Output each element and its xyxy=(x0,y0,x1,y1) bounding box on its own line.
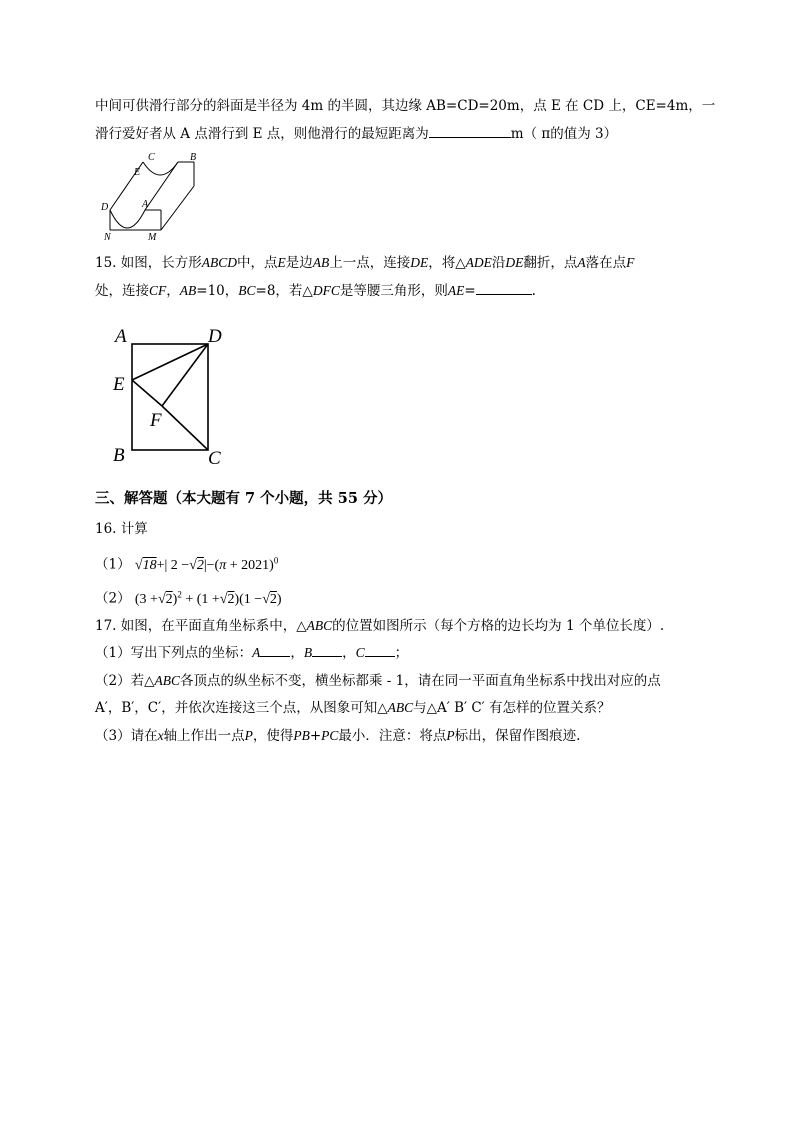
q17-p1-b: B xyxy=(303,645,313,660)
q15-line1 xyxy=(95,254,634,272)
q17-part2-line1 xyxy=(95,672,661,690)
q14-line2 xyxy=(95,125,617,143)
q17-p3-x: x xyxy=(157,728,164,743)
q17-p3-post: 标出，保留作图痕迹. xyxy=(454,728,581,744)
q17-part2-line2 xyxy=(95,699,611,717)
q16-p2-sqrt2b: 2 xyxy=(227,591,235,607)
q16-p1-tail2: + 2021) xyxy=(226,557,274,573)
q14-line2-pre: 滑行爱好者从 A 点滑行到 E 点，则他滑行的最短距离为 xyxy=(95,126,429,142)
q16-p2-sqrt2a: 2 xyxy=(165,591,173,607)
label-e: E xyxy=(134,167,141,178)
q15-t4: 上一点，连接 xyxy=(329,255,411,271)
q15-e: E xyxy=(277,255,286,270)
q17-p3-p2: P xyxy=(446,728,455,743)
q14-halfpipe-figure xyxy=(96,148,216,243)
q15-t2: 中，点 xyxy=(237,255,278,271)
q17-p2-l2-post: 与△A′ B′ C′ 有怎样的位置关系？ xyxy=(413,700,611,716)
q17-p2-abc: ABC xyxy=(154,673,180,688)
label-d: D xyxy=(101,202,109,213)
q16-p1-sqrt2: 2 xyxy=(196,557,204,573)
q15-t9: 处，连接 xyxy=(95,283,149,299)
q17-comma2: ， xyxy=(342,645,356,661)
q17-p1-c: C xyxy=(355,645,365,660)
q16-part1 xyxy=(95,551,278,575)
q17-part1 xyxy=(95,644,408,662)
q14-answer-blank xyxy=(429,125,511,138)
q17-p2-l2-pre: A′，B′，C′，并依次连接这三个点，从图象可知△ xyxy=(95,700,388,716)
q15-ab10: AB xyxy=(179,283,197,298)
q16-p2-sqrt2c: 2 xyxy=(269,591,277,607)
q15-ae: AE xyxy=(447,283,465,298)
q17-p2-post: 各顶点的纵坐标不变，横坐标都乘 - 1，请在同一平面直角坐标系中找出对应的点 xyxy=(179,673,661,689)
line-fc xyxy=(162,406,208,450)
q16-title: 16. 计算 xyxy=(95,521,148,537)
q17-p3-p: P xyxy=(244,728,253,743)
q17-blank-c xyxy=(365,644,395,657)
q16-p1-label: （1） xyxy=(95,556,131,573)
q17-p2-pre: （2）若△ xyxy=(95,673,155,689)
label-a: A xyxy=(142,199,149,210)
q17-p3-mid1: 轴上作出一点 xyxy=(163,728,245,744)
q15-de2: DE xyxy=(505,255,524,270)
q16-p1-mid: +| 2 − xyxy=(156,557,190,573)
q15-dfc: DFC xyxy=(312,283,340,298)
q17-blank-b xyxy=(312,644,342,657)
back-arc xyxy=(143,162,178,175)
line-ed xyxy=(132,344,208,380)
label-b: B xyxy=(190,152,197,163)
q17-t1: 17. 如图，在平面直角坐标系中，△ xyxy=(95,618,307,634)
q17-t2: 的位置如图所示（每个方格的边长均为 1 个单位长度）. xyxy=(332,618,665,634)
q16-p1-expr: √18+| $2 -√2|-(\pi + 2021)^0$ xyxy=(134,555,279,573)
q16-p2-d: )(1 − xyxy=(234,591,263,607)
q16-p2-e: ) xyxy=(276,591,282,607)
q15-t6: 沿 xyxy=(491,255,506,271)
q16-p2-b: ) xyxy=(172,591,178,607)
q15-cf: CF xyxy=(149,283,167,298)
q15-t7: 翻折，点 xyxy=(523,255,578,271)
q17-p3-pb: PB xyxy=(293,728,310,743)
bottom-right-long xyxy=(161,186,194,230)
q17-blank-a xyxy=(260,644,290,657)
q16-p2-exp: 2 xyxy=(177,589,182,599)
q17-abc: ABC xyxy=(306,618,333,633)
label-c: C xyxy=(208,448,221,469)
section-3-heading: 三、解答题（本大题有 7 个小题，共 55 分） xyxy=(95,490,392,507)
q14-line1 xyxy=(95,97,715,115)
q15-t10: ， xyxy=(166,283,180,299)
q15-t11: =10， xyxy=(196,283,239,299)
q15-t12: =8，若△ xyxy=(255,283,313,299)
label-m: M xyxy=(148,232,157,243)
line-fd xyxy=(162,344,208,406)
q16-p2-label: （2） xyxy=(95,590,131,607)
q16-p1-pi: π xyxy=(219,557,227,573)
q16-part2 xyxy=(95,585,282,609)
label-b: B xyxy=(113,445,125,466)
q15-t3: 是边 xyxy=(285,255,313,271)
q15-t8: 落在点 xyxy=(585,255,627,271)
q17-p1-pre: （1）写出下列点的坐标： xyxy=(95,645,253,661)
q15-rectangle-figure xyxy=(108,320,238,470)
q17-p1-end: ； xyxy=(394,645,409,661)
label-a: A xyxy=(115,326,127,347)
q17-p3-mid2: ，使得 xyxy=(252,728,294,744)
q14-line2-post: m（ π的值为 3） xyxy=(510,126,618,142)
q17-p3-plus: + xyxy=(309,728,322,744)
q17-p2-l2-abc: ABC xyxy=(387,700,414,715)
q17-line1 xyxy=(95,617,664,635)
q17-p3-mid3: 最小．注意：将点 xyxy=(338,728,447,744)
q15-t14: = xyxy=(464,283,476,299)
q14-line1-text: 中间可供滑行部分的斜面是半径为 4m 的半圆，其边缘 AB=CD=20m，点 E 在 CD 上，CE=4m，一 xyxy=(95,98,716,114)
label-n: N xyxy=(104,232,111,243)
q16-p2-a: (3 + xyxy=(134,591,158,607)
label-e: E xyxy=(113,374,125,395)
q16-p1-sqrt18: 18 xyxy=(142,557,157,573)
label-c: C xyxy=(148,152,155,163)
edge-ba xyxy=(145,162,178,210)
label-d: D xyxy=(208,326,222,347)
line-ef xyxy=(132,380,162,406)
q17-p3-pc: PC xyxy=(321,728,339,743)
q15-answer-blank xyxy=(476,282,532,295)
q16-p2-c: + (1 + xyxy=(181,591,220,607)
q15-ab: AB xyxy=(312,255,330,270)
q16-p2-expr: $(3 +√2)^2 + (1 +√2)(1 -√2)$ xyxy=(134,589,282,607)
q15-t15: . xyxy=(531,283,536,299)
q17-part3 xyxy=(95,727,580,745)
q15-t13: 是等腰三角形，则 xyxy=(339,283,448,299)
q16-p1-exp: 0 xyxy=(273,555,279,565)
q17-comma1: ， xyxy=(290,645,304,661)
q15-ade: ADE xyxy=(465,255,492,270)
q17-p1-a: A xyxy=(252,645,261,660)
q17-p3-pre: （3）请在 xyxy=(95,728,158,744)
q15-t5: ，将△ xyxy=(428,255,466,271)
q15-a: A xyxy=(577,255,586,270)
q15-line2 xyxy=(95,282,536,300)
front-arc xyxy=(110,210,145,228)
q15-bc8: BC xyxy=(238,283,256,298)
q15-de: DE xyxy=(410,255,429,270)
q15-abcd: ABCD xyxy=(201,255,238,270)
label-f: F xyxy=(150,410,162,431)
q15-f: F xyxy=(626,255,635,270)
q15-t1: 15. 如图，长方形 xyxy=(95,255,202,271)
q16-p1-tail: |−( xyxy=(203,557,220,573)
